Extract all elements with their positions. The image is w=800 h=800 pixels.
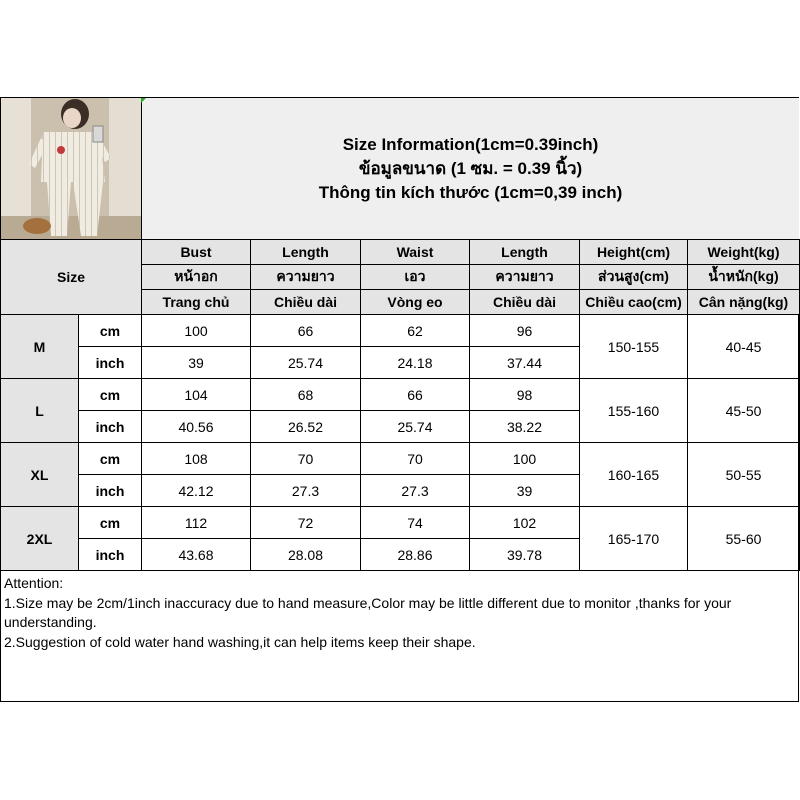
l-bust-inch: 40.56 xyxy=(142,411,251,443)
2xl-length2-cm: 102 xyxy=(470,507,580,539)
l-bust-cm: 104 xyxy=(142,379,251,411)
m-length2-cm: 96 xyxy=(470,315,580,347)
header-title-vi: Thông tin kích thước (1cm=0,39 inch) xyxy=(318,182,623,202)
col-weight-en: Weight(kg) xyxy=(688,240,800,265)
notes-title: Attention: xyxy=(4,575,64,591)
2xl-length-inch: 28.08 xyxy=(251,539,361,571)
l-weight: 45-50 xyxy=(688,379,800,443)
unit-cm: cm xyxy=(79,443,142,475)
col-bust-th: หน้าอก xyxy=(142,265,251,290)
unit-cm: cm xyxy=(79,315,142,347)
col-bust-vi: Trang chủ xyxy=(142,290,251,315)
col-length-th: ความยาว xyxy=(251,265,361,290)
2xl-bust-inch: 43.68 xyxy=(142,539,251,571)
unit-inch: inch xyxy=(79,411,142,443)
col-length-en: Length xyxy=(251,240,361,265)
l-height: 155-160 xyxy=(580,379,688,443)
2xl-weight: 55-60 xyxy=(688,507,800,571)
size-info-header xyxy=(141,98,799,239)
m-bust-inch: 39 xyxy=(142,347,251,379)
unit-inch: inch xyxy=(79,475,142,507)
size-table xyxy=(0,239,800,571)
notes-line-1: 1.Size may be 2cm/1inch inaccuracy due to hand measure,Color may be little different due to monitor ,thanks for your understanding. xyxy=(4,594,732,630)
xl-bust-inch: 42.12 xyxy=(142,475,251,507)
2xl-length2-inch: 39.78 xyxy=(470,539,580,571)
size-label-2xl: 2XL xyxy=(1,507,79,571)
unit-inch: inch xyxy=(79,539,142,571)
product-photo xyxy=(1,98,141,239)
m-length-inch: 25.74 xyxy=(251,347,361,379)
col-height-th: ส่วนสูง(cm) xyxy=(580,265,688,290)
xl-height: 160-165 xyxy=(580,443,688,507)
l-waist-inch: 25.74 xyxy=(361,411,470,443)
xl-length-cm: 70 xyxy=(251,443,361,475)
xl-waist-cm: 70 xyxy=(361,443,470,475)
m-waist-cm: 62 xyxy=(361,315,470,347)
header-title-en: Size Information(1cm=0.39inch) xyxy=(342,134,599,154)
m-waist-inch: 24.18 xyxy=(361,347,470,379)
unit-cm: cm xyxy=(79,379,142,411)
m-bust-cm: 100 xyxy=(142,315,251,347)
col-waist-th: เอว xyxy=(361,265,470,290)
col-waist-en: Waist xyxy=(361,240,470,265)
xl-waist-inch: 27.3 xyxy=(361,475,470,507)
xl-length2-cm: 100 xyxy=(470,443,580,475)
col-height-en: Height(cm) xyxy=(580,240,688,265)
col-bust-en: Bust xyxy=(142,240,251,265)
unit-inch: inch xyxy=(79,347,142,379)
col-weight-th: น้ำหนัก(kg) xyxy=(688,265,800,290)
2xl-length-cm: 72 xyxy=(251,507,361,539)
header-title-th: ข้อมูลขนาด (1 ซม. = 0.39 นิ้ว) xyxy=(358,158,583,178)
unit-cm: cm xyxy=(79,507,142,539)
col-length-vi: Chiều dài xyxy=(251,290,361,315)
2xl-bust-cm: 112 xyxy=(142,507,251,539)
col-height-vi: Chiều cao(cm) xyxy=(580,290,688,315)
m-length2-inch: 37.44 xyxy=(470,347,580,379)
xl-weight: 50-55 xyxy=(688,443,800,507)
corner-marker xyxy=(141,98,146,103)
l-length-inch: 26.52 xyxy=(251,411,361,443)
l-length-cm: 68 xyxy=(251,379,361,411)
col-length2-vi: Chiều dài xyxy=(470,290,580,315)
size-label-m: M xyxy=(1,315,79,379)
col-waist-vi: Vòng eo xyxy=(361,290,470,315)
l-length2-inch: 38.22 xyxy=(470,411,580,443)
notes-line-2: 2.Suggestion of cold water hand washing,it can help items keep their shape. xyxy=(4,633,476,650)
col-length2-th: ความยาว xyxy=(470,265,580,290)
col-weight-vi: Cân nặng(kg) xyxy=(688,290,800,315)
attention-notes xyxy=(4,574,796,652)
m-height: 150-155 xyxy=(580,315,688,379)
m-length-cm: 66 xyxy=(251,315,361,347)
size-label-l: L xyxy=(1,379,79,443)
size-column-header: Size xyxy=(1,240,142,315)
xl-length-inch: 27.3 xyxy=(251,475,361,507)
2xl-waist-inch: 28.86 xyxy=(361,539,470,571)
xl-length2-inch: 39 xyxy=(470,475,580,507)
l-length2-cm: 98 xyxy=(470,379,580,411)
2xl-height: 165-170 xyxy=(580,507,688,571)
m-weight: 40-45 xyxy=(688,315,800,379)
2xl-waist-cm: 74 xyxy=(361,507,470,539)
size-label-xl: XL xyxy=(1,443,79,507)
col-length2-en: Length xyxy=(470,240,580,265)
l-waist-cm: 66 xyxy=(361,379,470,411)
xl-bust-cm: 108 xyxy=(142,443,251,475)
